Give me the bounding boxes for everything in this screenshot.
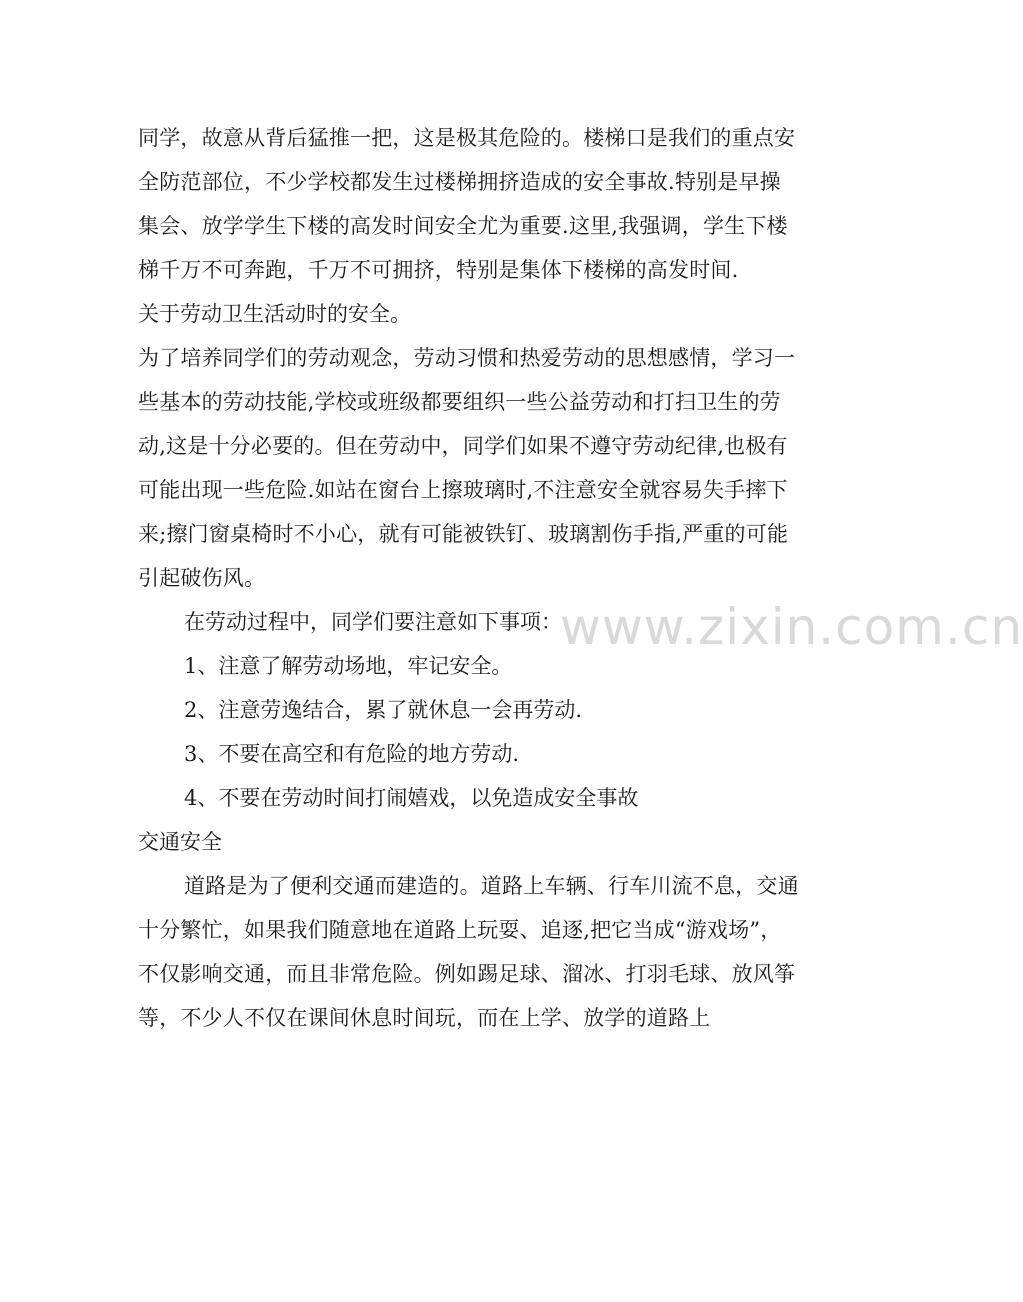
list-item-4: 4、不要在劳动时间打闹嬉戏，以免造成安全事故: [184, 786, 639, 810]
paragraph-labor-intro: 为了培养同学们的劳动观念，劳动习惯和热爱劳动的思想感情，学习一些基本的劳动技能,学校或班级都要组织一些公益劳动和打扫卫生的劳动,这是十分必要的。但在劳动中，同学们如果不遵守劳动纪律,也极有可能出现一些危险.如站在窗台上擦玻璃时,不注意安全就容易失手摔下来;擦门窗桌椅时不小心，就有可能被铁钉、玻璃割伤手指,严重的可能引起破伤风。: [138, 346, 796, 590]
paragraph-stair-safety: 同学，故意从背后猛推一把，这是极其危险的。楼梯口是我们的重点安全防范部位，不少学校都发生过楼梯拥挤造成的安全事故.特别是早操集会、放学学生下楼的高发时间安全尤为重要.这里,我强调，学生下楼梯千万不可奔跑，千万不可拥挤，特别是集体下楼梯的高发时间.: [138, 126, 796, 282]
list-item-1: 1、注意了解劳动场地，牢记安全。: [184, 654, 513, 678]
heading-traffic-safety: 交通安全: [138, 830, 222, 854]
watermark-text: www.zixin.com.cn: [560, 598, 1023, 656]
heading-labor-safety: 关于劳动卫生活动时的安全。: [138, 302, 411, 326]
paragraph-traffic: 道路是为了便利交通而建造的。道路上车辆、行车川流不息，交通十分繁忙，如果我们随意地在道路上玩耍、追逐,把它当成“游戏场”，不仅影响交通，而且非常危险。例如踢足球、溜冰、打羽毛球、放风筝等，不少人不仅在课间休息时间玩，而在上学、放学的道路上: [138, 874, 799, 1030]
labor-notes-intro: 在劳动过程中，同学们要注意如下事项：: [184, 610, 562, 634]
list-item-3: 3、不要在高空和有危险的地方劳动.: [184, 742, 520, 766]
list-item-2: 2、注意劳逸结合，累了就休息一会再劳动.: [184, 698, 583, 722]
